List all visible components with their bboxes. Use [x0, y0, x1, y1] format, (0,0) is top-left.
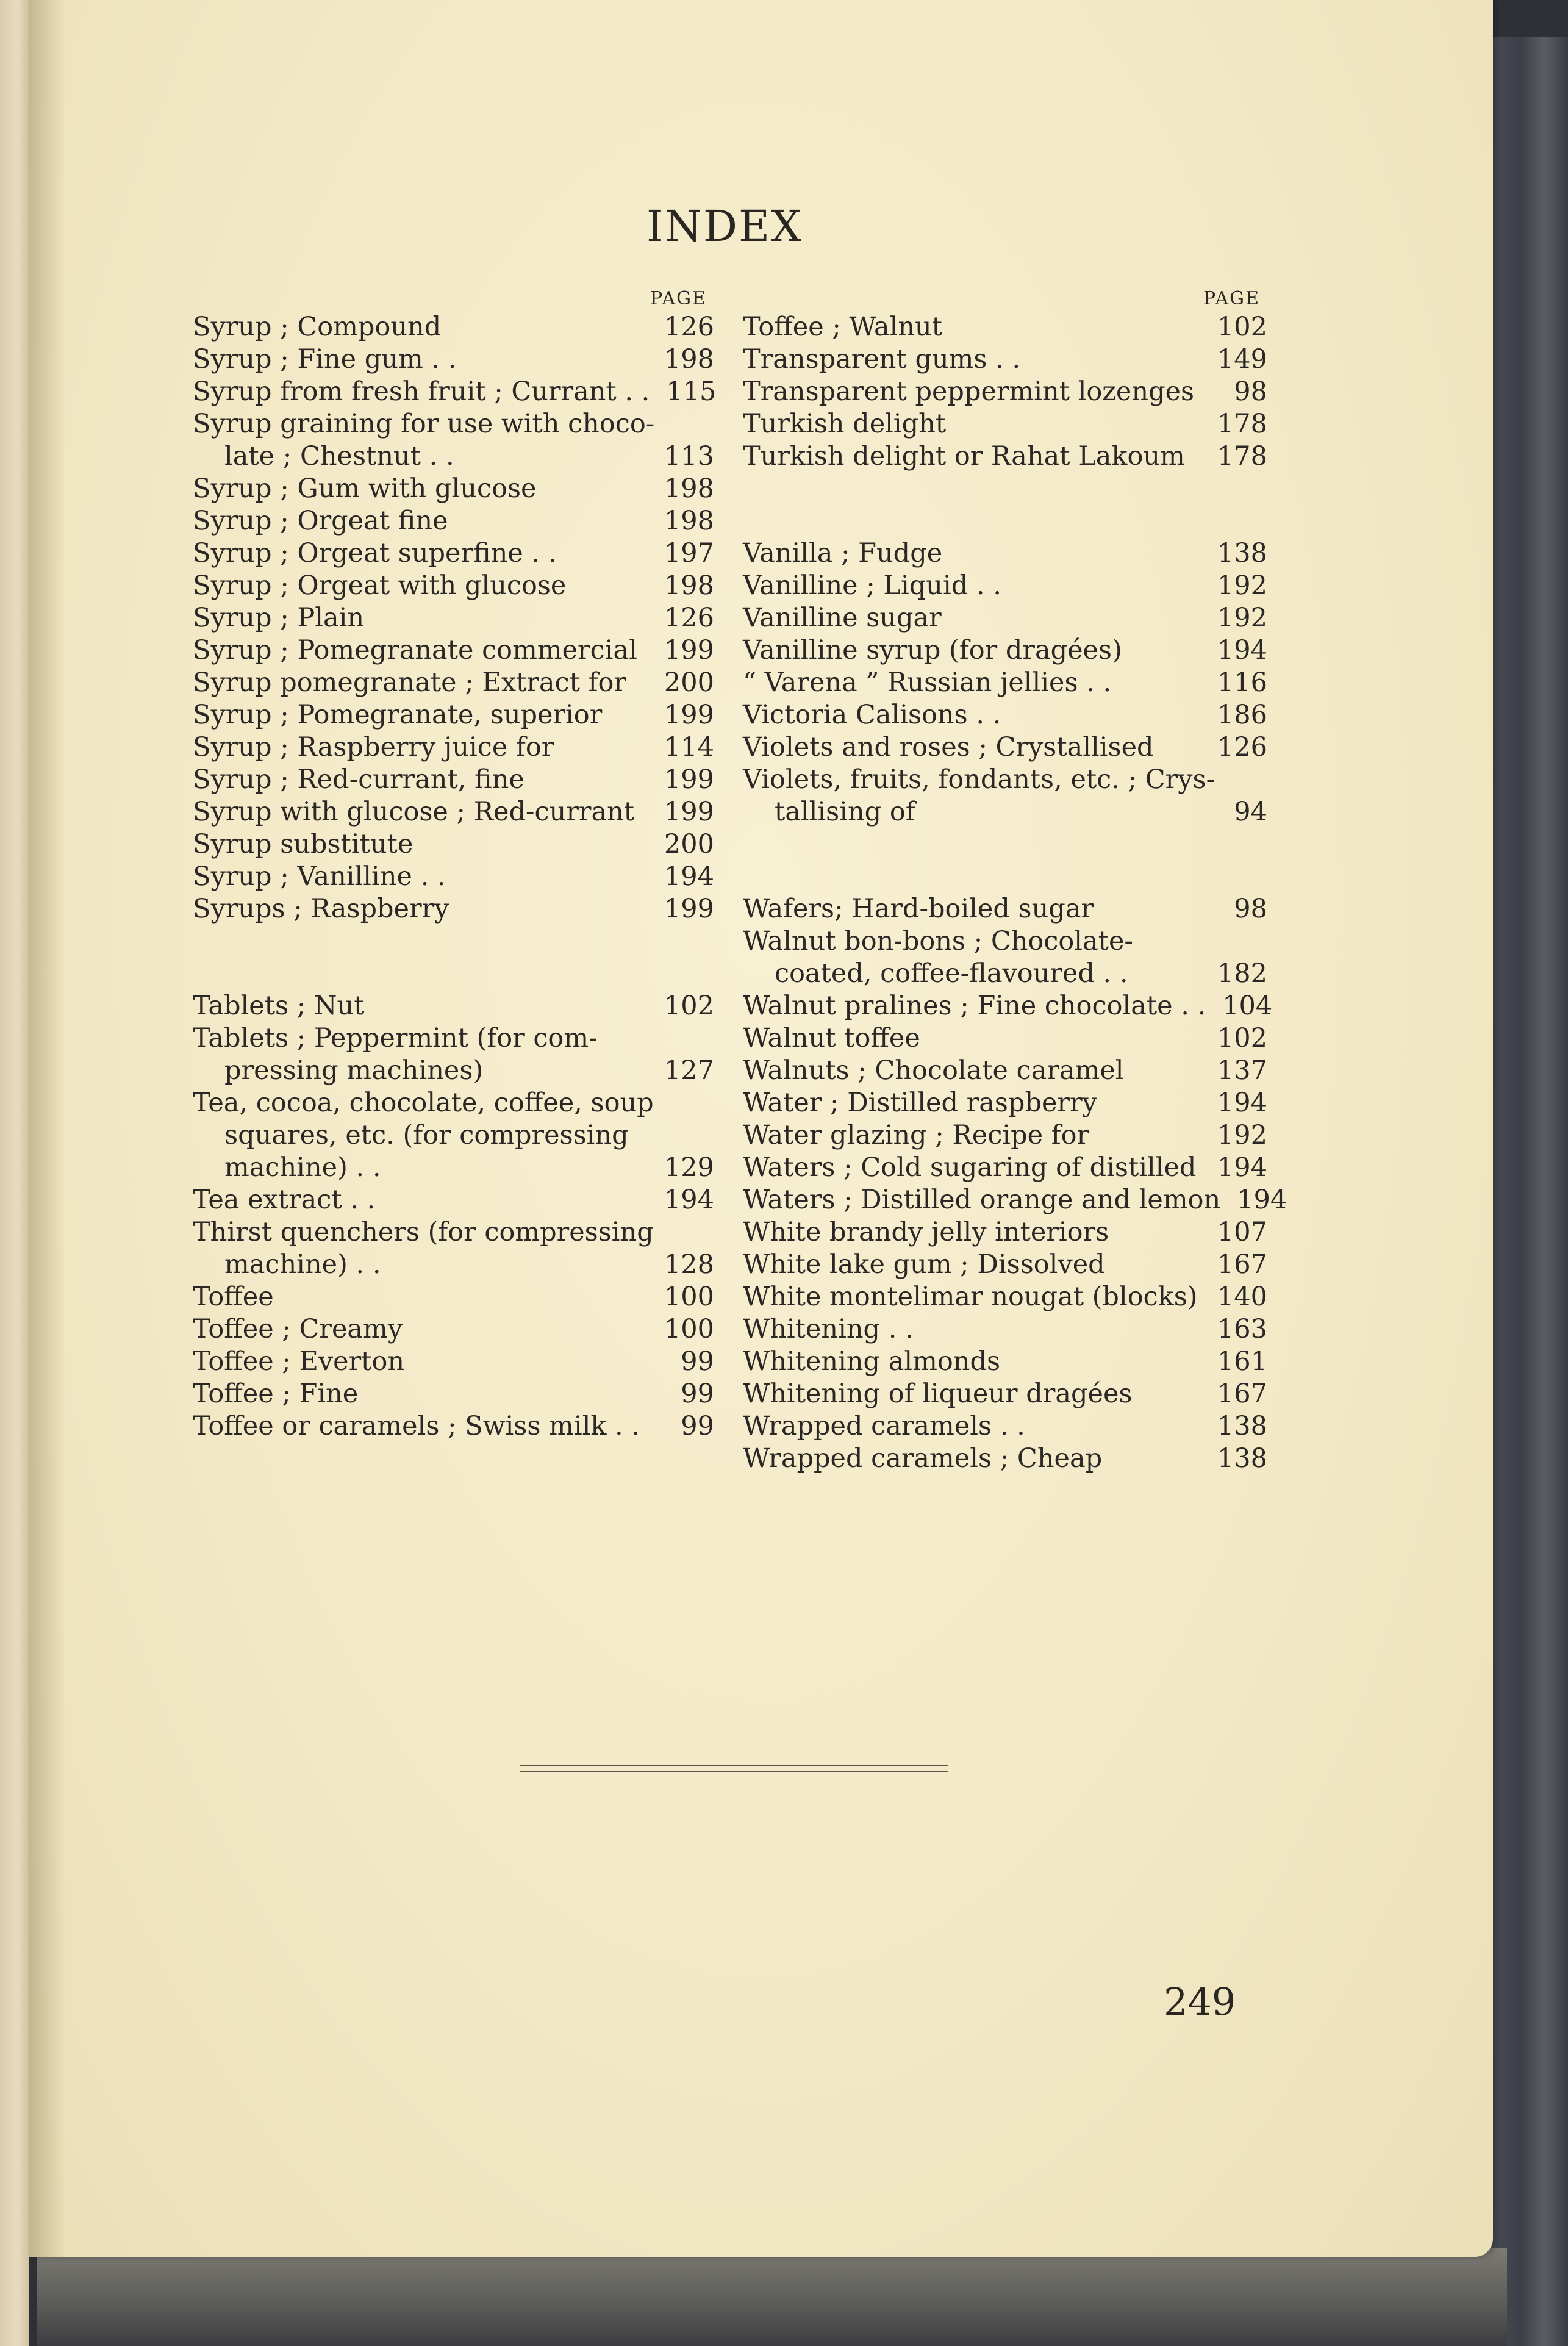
entry-page-number: 99 — [681, 1411, 714, 1441]
entry-page-number: 114 — [664, 732, 714, 762]
entry-name: Transparent peppermint lozenges — [743, 376, 1195, 407]
index-entry — [743, 731, 1267, 764]
entry-page-number: 94 — [1234, 797, 1267, 827]
index-entry — [743, 1152, 1267, 1184]
page-column-header: PAGE — [650, 288, 707, 309]
index-entry — [193, 796, 714, 828]
letter-group-gap — [743, 861, 1267, 893]
entry-name: Toffee ; Fine — [193, 1379, 359, 1409]
index-entry — [743, 1313, 1267, 1346]
entry-page-number: 194 — [1217, 1088, 1267, 1118]
letter-group-gap — [193, 958, 714, 990]
index-entry — [193, 1313, 714, 1346]
entry-page-number: 194 — [664, 861, 714, 892]
index-entry — [743, 1119, 1267, 1152]
end-rule-bottom — [520, 1771, 948, 1772]
page-bottom-shadow — [37, 2248, 1507, 2346]
entry-page-number: 194 — [1217, 1152, 1267, 1183]
index-entry — [743, 1410, 1267, 1443]
entry-name: Toffee ; Everton — [193, 1346, 405, 1377]
entry-name: Syrup ; Fine gum . . — [193, 344, 457, 375]
entry-page-number: 128 — [664, 1249, 714, 1280]
entry-page-number: 116 — [1217, 667, 1267, 698]
index-entry — [193, 634, 714, 667]
entry-page-number: 198 — [664, 506, 714, 536]
index-entry — [193, 440, 714, 473]
entry-name: Whitening of liqueur dragées — [743, 1379, 1133, 1409]
index-entry — [193, 602, 714, 634]
entry-name: Vanilline syrup (for dragées) — [743, 635, 1122, 665]
entry-page-number: 178 — [1217, 441, 1267, 472]
entry-name: Syrup graining for use with choco- — [193, 409, 655, 439]
entry-name: Syrup ; Pomegranate, superior — [193, 700, 603, 730]
entry-page-number: 194 — [1217, 635, 1267, 665]
index-entry — [193, 1281, 714, 1313]
entry-name: Walnuts ; Chocolate caramel — [743, 1055, 1124, 1086]
entry-name: Syrup ; Vanilline . . — [193, 861, 446, 892]
entry-page-number: 199 — [664, 797, 714, 827]
index-entry — [743, 311, 1267, 343]
entry-name: Syrup ; Plain — [193, 603, 365, 633]
entry-page-number: 199 — [664, 764, 714, 795]
index-entry — [743, 1184, 1287, 1216]
index-entry — [743, 1443, 1267, 1475]
index-entry — [743, 796, 1267, 828]
entry-name: Toffee or caramels ; Swiss milk . . — [193, 1411, 640, 1441]
entry-page-number: 138 — [1217, 1411, 1267, 1441]
entry-page-number: 99 — [681, 1379, 714, 1409]
index-entry — [193, 1378, 714, 1410]
letter-group-gap — [743, 473, 1267, 505]
index-entry — [743, 1055, 1267, 1087]
index-entry — [193, 505, 714, 537]
index-entries-left — [193, 311, 717, 1443]
index-entry — [193, 1022, 714, 1055]
entry-page-number: 192 — [1217, 603, 1267, 633]
entry-name: Syrup from fresh fruit ; Currant . . — [193, 376, 650, 407]
entry-name: Vanilline ; Liquid . . — [743, 570, 1001, 601]
entry-name: machine) . . — [224, 1249, 381, 1280]
letter-group-gap — [743, 505, 1267, 537]
index-entry — [743, 925, 1267, 958]
letter-group-gap — [743, 828, 1267, 861]
entry-name: squares, etc. (for compressing — [224, 1120, 629, 1150]
index-entry — [193, 408, 714, 440]
index-entry — [743, 893, 1267, 925]
entry-page-number: 102 — [664, 991, 714, 1021]
entry-name: Victoria Calisons . . — [743, 700, 1001, 730]
entry-page-number: 104 — [1222, 991, 1273, 1021]
entry-name: Walnut pralines ; Fine chocolate . . — [743, 991, 1206, 1021]
index-entry — [193, 1410, 714, 1443]
entry-page-number: 199 — [664, 894, 714, 924]
entry-name: machine) . . — [224, 1152, 381, 1183]
entry-page-number: 200 — [664, 667, 714, 698]
entry-name: Wrapped caramels ; Cheap — [743, 1443, 1103, 1474]
entry-page-number: 138 — [1217, 1443, 1267, 1474]
entry-page-number: 200 — [664, 829, 714, 859]
entry-name: Whitening . . — [743, 1314, 914, 1344]
index-entry — [193, 1249, 714, 1281]
entry-page-number: 113 — [664, 441, 714, 472]
entry-name: Syrup pomegranate ; Extract for — [193, 667, 626, 698]
entry-page-number: 107 — [1217, 1217, 1267, 1247]
entry-name: Syrup ; Orgeat fine — [193, 506, 448, 536]
index-entry — [743, 990, 1273, 1022]
index-entry — [743, 440, 1267, 473]
page-number: 249 — [1164, 1979, 1236, 2024]
entry-name: late ; Chestnut . . — [224, 441, 454, 472]
entry-page-number: 199 — [664, 635, 714, 665]
entry-page-number: 99 — [681, 1346, 714, 1377]
entry-name: Turkish delight — [743, 409, 947, 439]
index-entry — [193, 667, 714, 699]
index-entry — [193, 1087, 714, 1119]
book-page — [29, 0, 1493, 2257]
entry-page-number: 126 — [1217, 732, 1267, 762]
index-entry — [743, 1281, 1267, 1313]
index-entry — [193, 537, 714, 570]
entry-name: Waters ; Cold sugaring of distilled — [743, 1152, 1197, 1183]
entry-page-number: 197 — [664, 538, 714, 569]
entry-name: Violets and roses ; Crystallised — [743, 732, 1154, 762]
entry-page-number: 192 — [1217, 570, 1267, 601]
index-entry — [743, 764, 1267, 796]
index-entry — [193, 861, 714, 893]
index-entry — [743, 376, 1267, 408]
book-cover-edge — [1489, 37, 1568, 2346]
entry-page-number: 198 — [664, 473, 714, 504]
entry-name: Syrup ; Red-currant, fine — [193, 764, 524, 795]
index-entry — [743, 1346, 1267, 1378]
entry-page-number: 161 — [1217, 1346, 1267, 1377]
entry-page-number: 115 — [666, 376, 717, 407]
entry-name: Tablets ; Peppermint (for com- — [193, 1023, 598, 1053]
index-column-right — [743, 287, 1287, 1475]
entry-name: White lake gum ; Dissolved — [743, 1249, 1105, 1280]
index-entry — [743, 1216, 1267, 1249]
index-entry — [193, 699, 714, 731]
entry-name: tallising of — [775, 797, 915, 827]
entry-name: Thirst quenchers (for compressing — [193, 1217, 654, 1247]
entry-page-number: 129 — [664, 1152, 714, 1183]
entry-name: coated, coffee-flavoured . . — [775, 958, 1128, 989]
entry-name: White brandy jelly interiors — [743, 1217, 1109, 1247]
index-entry — [193, 893, 714, 925]
entry-name: Syrup with glucose ; Red-currant — [193, 797, 635, 827]
index-entry — [193, 1216, 714, 1249]
entry-name: Tea extract . . — [193, 1185, 376, 1215]
index-entry — [743, 1087, 1267, 1119]
entry-page-number: 182 — [1217, 958, 1267, 989]
entry-name: “ Varena ” Russian jellies . . — [743, 667, 1112, 698]
index-entry — [743, 1249, 1267, 1281]
entry-page-number: 199 — [664, 700, 714, 730]
entry-name: Syrup ; Raspberry juice for — [193, 732, 554, 762]
page-title: INDEX — [646, 201, 803, 251]
entry-name: pressing machines) — [224, 1055, 484, 1086]
entry-name: Syrup ; Orgeat with glucose — [193, 570, 567, 601]
entry-page-number: 127 — [664, 1055, 714, 1086]
entry-page-number: 138 — [1217, 538, 1267, 569]
index-entry — [743, 699, 1267, 731]
entry-page-number: 100 — [664, 1282, 714, 1312]
entry-name: Syrup ; Gum with glucose — [193, 473, 537, 504]
entry-page-number: 198 — [664, 344, 714, 375]
entry-name: Transparent gums . . — [743, 344, 1021, 375]
entry-name: Syrup ; Pomegranate commercial — [193, 635, 637, 665]
index-entry — [743, 570, 1267, 602]
page-column-header: PAGE — [1203, 288, 1260, 309]
entry-name: White montelimar nougat (blocks) — [743, 1282, 1198, 1312]
entry-name: Violets, fruits, fondants, etc. ; Crys- — [743, 764, 1215, 795]
index-entry — [193, 1055, 714, 1087]
facing-page-edge — [0, 0, 29, 2346]
entry-name: Water ; Distilled raspberry — [743, 1088, 1097, 1118]
entry-page-number: 192 — [1217, 1120, 1267, 1150]
entry-page-number: 126 — [664, 312, 714, 342]
index-column-left — [193, 287, 717, 1443]
entry-name: Wrapped caramels . . — [743, 1411, 1025, 1441]
entry-name: Wafers; Hard-boiled sugar — [743, 894, 1094, 924]
index-entry — [743, 343, 1267, 376]
entry-name: Toffee ; Creamy — [193, 1314, 403, 1344]
index-entry — [743, 408, 1267, 440]
entry-page-number: 140 — [1217, 1282, 1267, 1312]
index-entry — [193, 1346, 714, 1378]
index-entry — [743, 634, 1267, 667]
index-entry — [743, 602, 1267, 634]
index-entry — [193, 473, 714, 505]
index-entry — [193, 570, 714, 602]
entry-name: Vanilline sugar — [743, 603, 942, 633]
index-entry — [193, 343, 714, 376]
entry-name: Syrup ; Compound — [193, 312, 442, 342]
index-entries-right — [743, 311, 1287, 1475]
index-entry — [193, 828, 714, 861]
entry-page-number: 167 — [1217, 1379, 1267, 1409]
entry-name: Syrups ; Raspberry — [193, 894, 449, 924]
index-entry — [193, 1152, 714, 1184]
index-entry — [193, 376, 717, 408]
index-entry — [743, 958, 1267, 990]
entry-page-number: 178 — [1217, 409, 1267, 439]
index-entry — [193, 764, 714, 796]
index-entry — [193, 731, 714, 764]
index-entry — [743, 1378, 1267, 1410]
entry-name: Toffee ; Walnut — [743, 312, 943, 342]
entry-page-number: 194 — [1237, 1185, 1287, 1215]
entry-page-number: 102 — [1217, 1023, 1267, 1053]
entry-page-number: 102 — [1217, 312, 1267, 342]
entry-name: Water glazing ; Recipe for — [743, 1120, 1090, 1150]
entry-name: Whitening almonds — [743, 1346, 1001, 1377]
index-entry — [743, 667, 1267, 699]
page-gutter-shadow — [29, 0, 66, 2257]
entry-name: Walnut toffee — [743, 1023, 920, 1053]
entry-page-number: 198 — [664, 570, 714, 601]
entry-name: Turkish delight or Rahat Lakoum — [743, 441, 1185, 472]
end-rule-top — [520, 1765, 948, 1766]
entry-name: Tablets ; Nut — [193, 991, 365, 1021]
entry-page-number: 98 — [1234, 376, 1267, 407]
entry-page-number: 126 — [664, 603, 714, 633]
entry-name: Waters ; Distilled orange and lemon — [743, 1185, 1221, 1215]
entry-page-number: 137 — [1217, 1055, 1267, 1086]
entry-page-number: 98 — [1234, 894, 1267, 924]
entry-page-number: 163 — [1217, 1314, 1267, 1344]
entry-name: Syrup substitute — [193, 829, 413, 859]
entry-name: Vanilla ; Fudge — [743, 538, 943, 569]
entry-name: Syrup ; Orgeat superfine . . — [193, 538, 557, 569]
index-entry — [193, 311, 714, 343]
index-entry — [193, 1184, 714, 1216]
index-entry — [743, 1022, 1267, 1055]
index-entry — [193, 990, 714, 1022]
index-entry — [743, 537, 1267, 570]
entry-page-number: 186 — [1217, 700, 1267, 730]
entry-page-number: 167 — [1217, 1249, 1267, 1280]
letter-group-gap — [193, 925, 714, 958]
entry-page-number: 194 — [664, 1185, 714, 1215]
entry-page-number: 149 — [1217, 344, 1267, 375]
entry-page-number: 100 — [664, 1314, 714, 1344]
entry-name: Tea, cocoa, chocolate, coffee, soup — [193, 1088, 654, 1118]
entry-name: Toffee — [193, 1282, 274, 1312]
index-entry — [193, 1119, 714, 1152]
entry-name: Walnut bon-bons ; Chocolate- — [743, 926, 1133, 956]
